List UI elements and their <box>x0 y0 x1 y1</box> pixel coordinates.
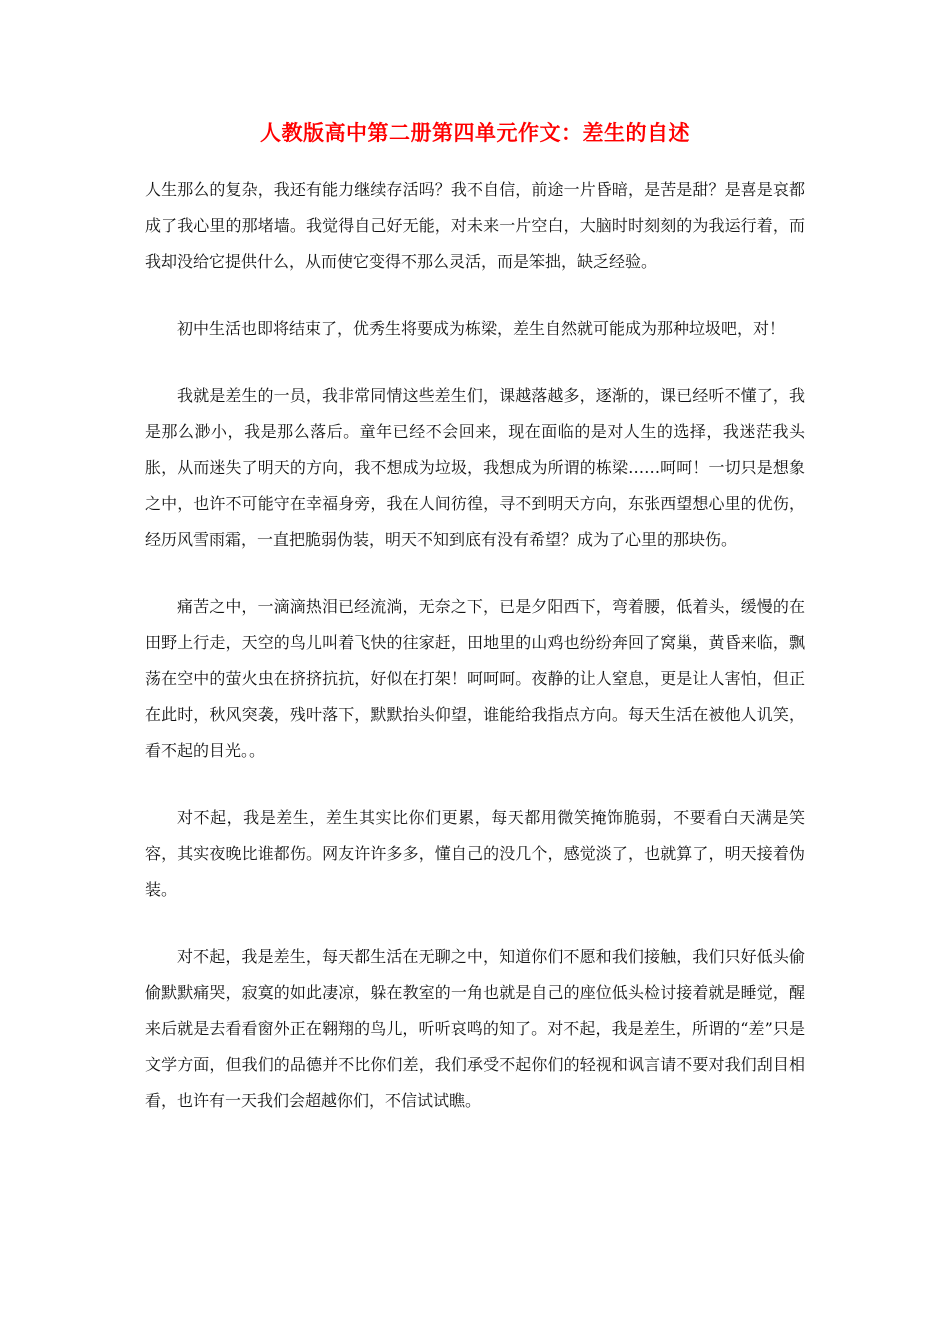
paragraph-4: 痛苦之中，一滴滴热泪已经流淌，无奈之下，已是夕阳西下，弯着腰，低着头，缓慢的在田野上行走，天空的鸟儿叫着飞快的往家赶，田地里的山鸡也纷纷奔回了窝巢，黄昏来临，飘荡在空中的萤火虫在挤挤抗抗，好似在打架！呵呵呵。夜静的让人窒息，更是让人害怕，但正在此时，秋风突袭，残叶落下，默默抬头仰望，谁能给我指点方向。每天生活在被他人讥笑，看不起的目光。。 <box>145 597 805 760</box>
paragraph-5: 对不起，我是差生，差生其实比你们更累，每天都用微笑掩饰脆弱，不要看白天满是笑容，其实夜晚比谁都伤。网友许许多多，懂自己的没几个，感觉淡了，也就算了，明天接着伪装。 <box>145 808 805 899</box>
essay-body <box>145 172 805 1150</box>
paragraph-3: 我就是差生的一员，我非常同情这些差生们，课越落越多，逐渐的，课已经听不懂了，我是那么渺小，我是那么落后。童年已经不会回来，现在面临的是对人生的选择，我迷茫我头胀，从而迷失了明天的方向，我不想成为垃圾，我想成为所谓的栋梁……呵呵！一切只是想象之中，也许不可能守在幸福身旁，我在人间彷徨，寻不到明天方向，东张西望想心里的优伤，经历风雪雨霜，一直把脆弱伪装，明天不知到底有没有希望？成为了心里的那块伤。 <box>145 386 805 549</box>
document-title: 人教版高中第二册第四单元作文：差生的自述 <box>260 121 690 145</box>
paragraph-6: 对不起，我是差生，每天都生活在无聊之中，知道你们不愿和我们接触，我们只好低头偷偷默默痛哭，寂寞的如此凄凉，躲在教室的一角也就是自己的座位低头检讨接着就是睡觉，醒来后就是去看看窗外正在翱翔的鸟儿，听听哀鸣的知了。对不起，我是差生，所谓的“差”只是文学方面，但我们的品德并不比你们差，我们承受不起你们的轻视和讽言请不要对我们刮目相看，也许有一天我们会超越你们，不信试试瞧。 <box>145 947 805 1110</box>
paragraph-1: 人生那么的复杂，我还有能力继续存活吗？我不自信，前途一片昏暗，是苦是甜？是喜是哀都成了我心里的那堵墙。我觉得自己好无能，对未来一片空白，大脑时时刻刻的为我运行着，而我却没给它提供什么，从而使它变得不那么灵活，而是笨拙，缺乏经验。 <box>145 180 805 271</box>
paragraph-2: 初中生活也即将结束了，优秀生将要成为栋梁，差生自然就可能成为那种垃圾吧，对！ <box>177 319 786 338</box>
